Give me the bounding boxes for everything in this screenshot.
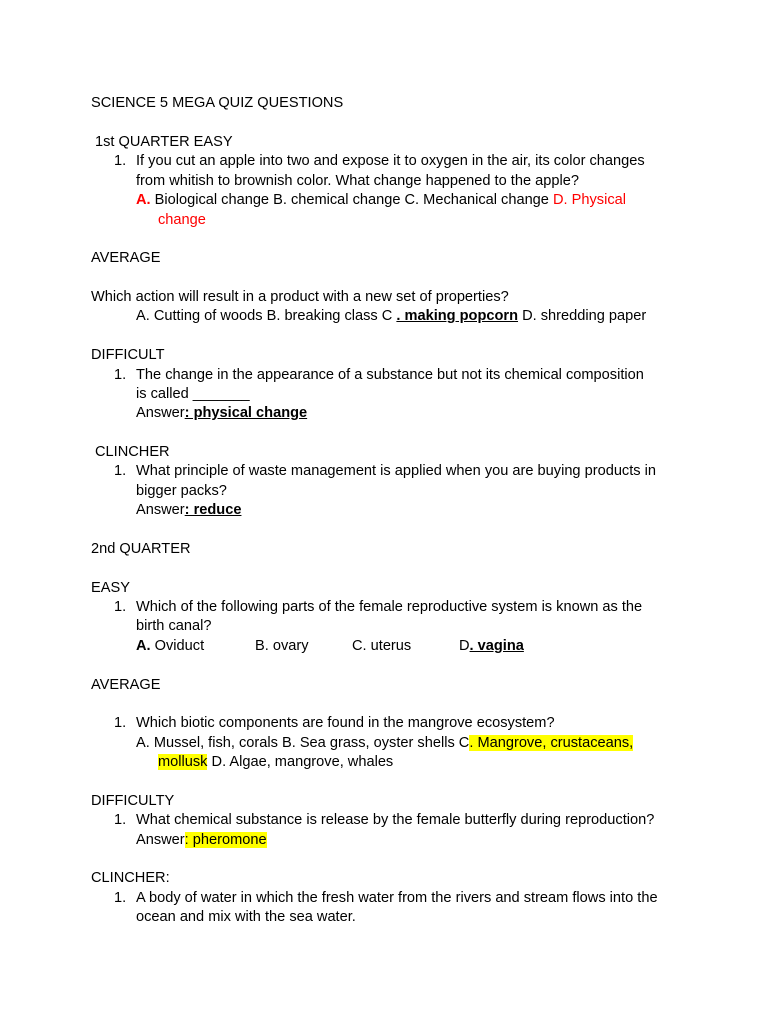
question-text: birth canal? (136, 618, 212, 634)
list-number: 1. (114, 599, 127, 615)
correct-answer: . making popcorn (396, 308, 519, 324)
answer-options (136, 191, 626, 211)
correct-answer: . vagina (469, 638, 524, 654)
correct-answer: D. Physical (552, 192, 626, 208)
section-heading-q2: 2nd QUARTER (91, 541, 191, 557)
option-b: B. ovary (255, 638, 309, 654)
heading-clincher: CLINCHER (95, 444, 170, 460)
heading-difficult: DIFFICULT (91, 347, 165, 363)
list-number: 1. (114, 463, 127, 479)
list-number: 1. (114, 367, 127, 383)
option-d: D. vagina (459, 638, 524, 654)
answer-line: Answer: reduce (136, 502, 242, 518)
question-text: from whitish to brownish color. What change happened to the apple? (136, 173, 579, 189)
answer-line: Answer: pheromone (136, 832, 267, 848)
options-text: Biological change B. chemical change C. Mechanical change (150, 192, 553, 208)
heading-easy: EASY (91, 580, 130, 596)
list-number: 1. (114, 812, 127, 828)
correct-answer-cont: change (158, 212, 206, 228)
question-text: A body of water in which the fresh water from the rivers and stream flows into the (136, 890, 658, 906)
heading-average: AVERAGE (91, 250, 161, 266)
answer-options: A. Cutting of woods B. breaking class C . making popcorn D. shredding paper (136, 308, 647, 324)
option-c: C. uterus (352, 638, 412, 654)
page-title: SCIENCE 5 MEGA QUIZ QUESTIONS (91, 95, 344, 111)
question-text: ocean and mix with the sea water. (136, 909, 356, 925)
answer-options-cont: mollusk D. Algae, mangrove, whales (158, 754, 394, 770)
question-text: What chemical substance is release by the female butterfly during reproduction? (136, 812, 655, 828)
heading-average: AVERAGE (91, 677, 161, 693)
heading-clincher: CLINCHER: (91, 870, 170, 886)
question-text: Which biotic components are found in the mangrove ecosystem? (136, 715, 555, 731)
answer-letter: A. (136, 192, 151, 208)
answer-options: A. Mussel, fish, corals B. Sea grass, oyster shells C. Mangrove, crustaceans, (136, 735, 634, 751)
correct-answer: : pheromone (184, 832, 267, 848)
answer-line: Answer: physical change (136, 405, 308, 421)
correct-answer: : reduce (184, 502, 242, 518)
correct-answer: mollusk (158, 754, 208, 770)
question-text: If you cut an apple into two and expose it to oxygen in the air, its color changes (136, 153, 645, 169)
question-text: What principle of waste management is applied when you are buying products in (136, 463, 656, 479)
option-a: A. Oviduct (136, 638, 205, 654)
correct-answer: . Mangrove, crustaceans, (469, 735, 634, 751)
list-number: 1. (114, 890, 127, 906)
question-text: is called _______ (136, 386, 250, 402)
question-text: Which action will result in a product with a new set of properties? (91, 289, 509, 305)
correct-answer: : physical change (184, 405, 308, 421)
question-text: bigger packs? (136, 483, 227, 499)
list-number: 1. (114, 153, 127, 169)
list-number: 1. (114, 715, 127, 731)
section-heading-q1: 1st QUARTER EASY (95, 134, 233, 150)
question-text: The change in the appearance of a substance but not its chemical composition (136, 367, 644, 383)
question-text: Which of the following parts of the female reproductive system is known as the (136, 599, 643, 615)
heading-difficulty: DIFFICULTY (91, 793, 175, 809)
